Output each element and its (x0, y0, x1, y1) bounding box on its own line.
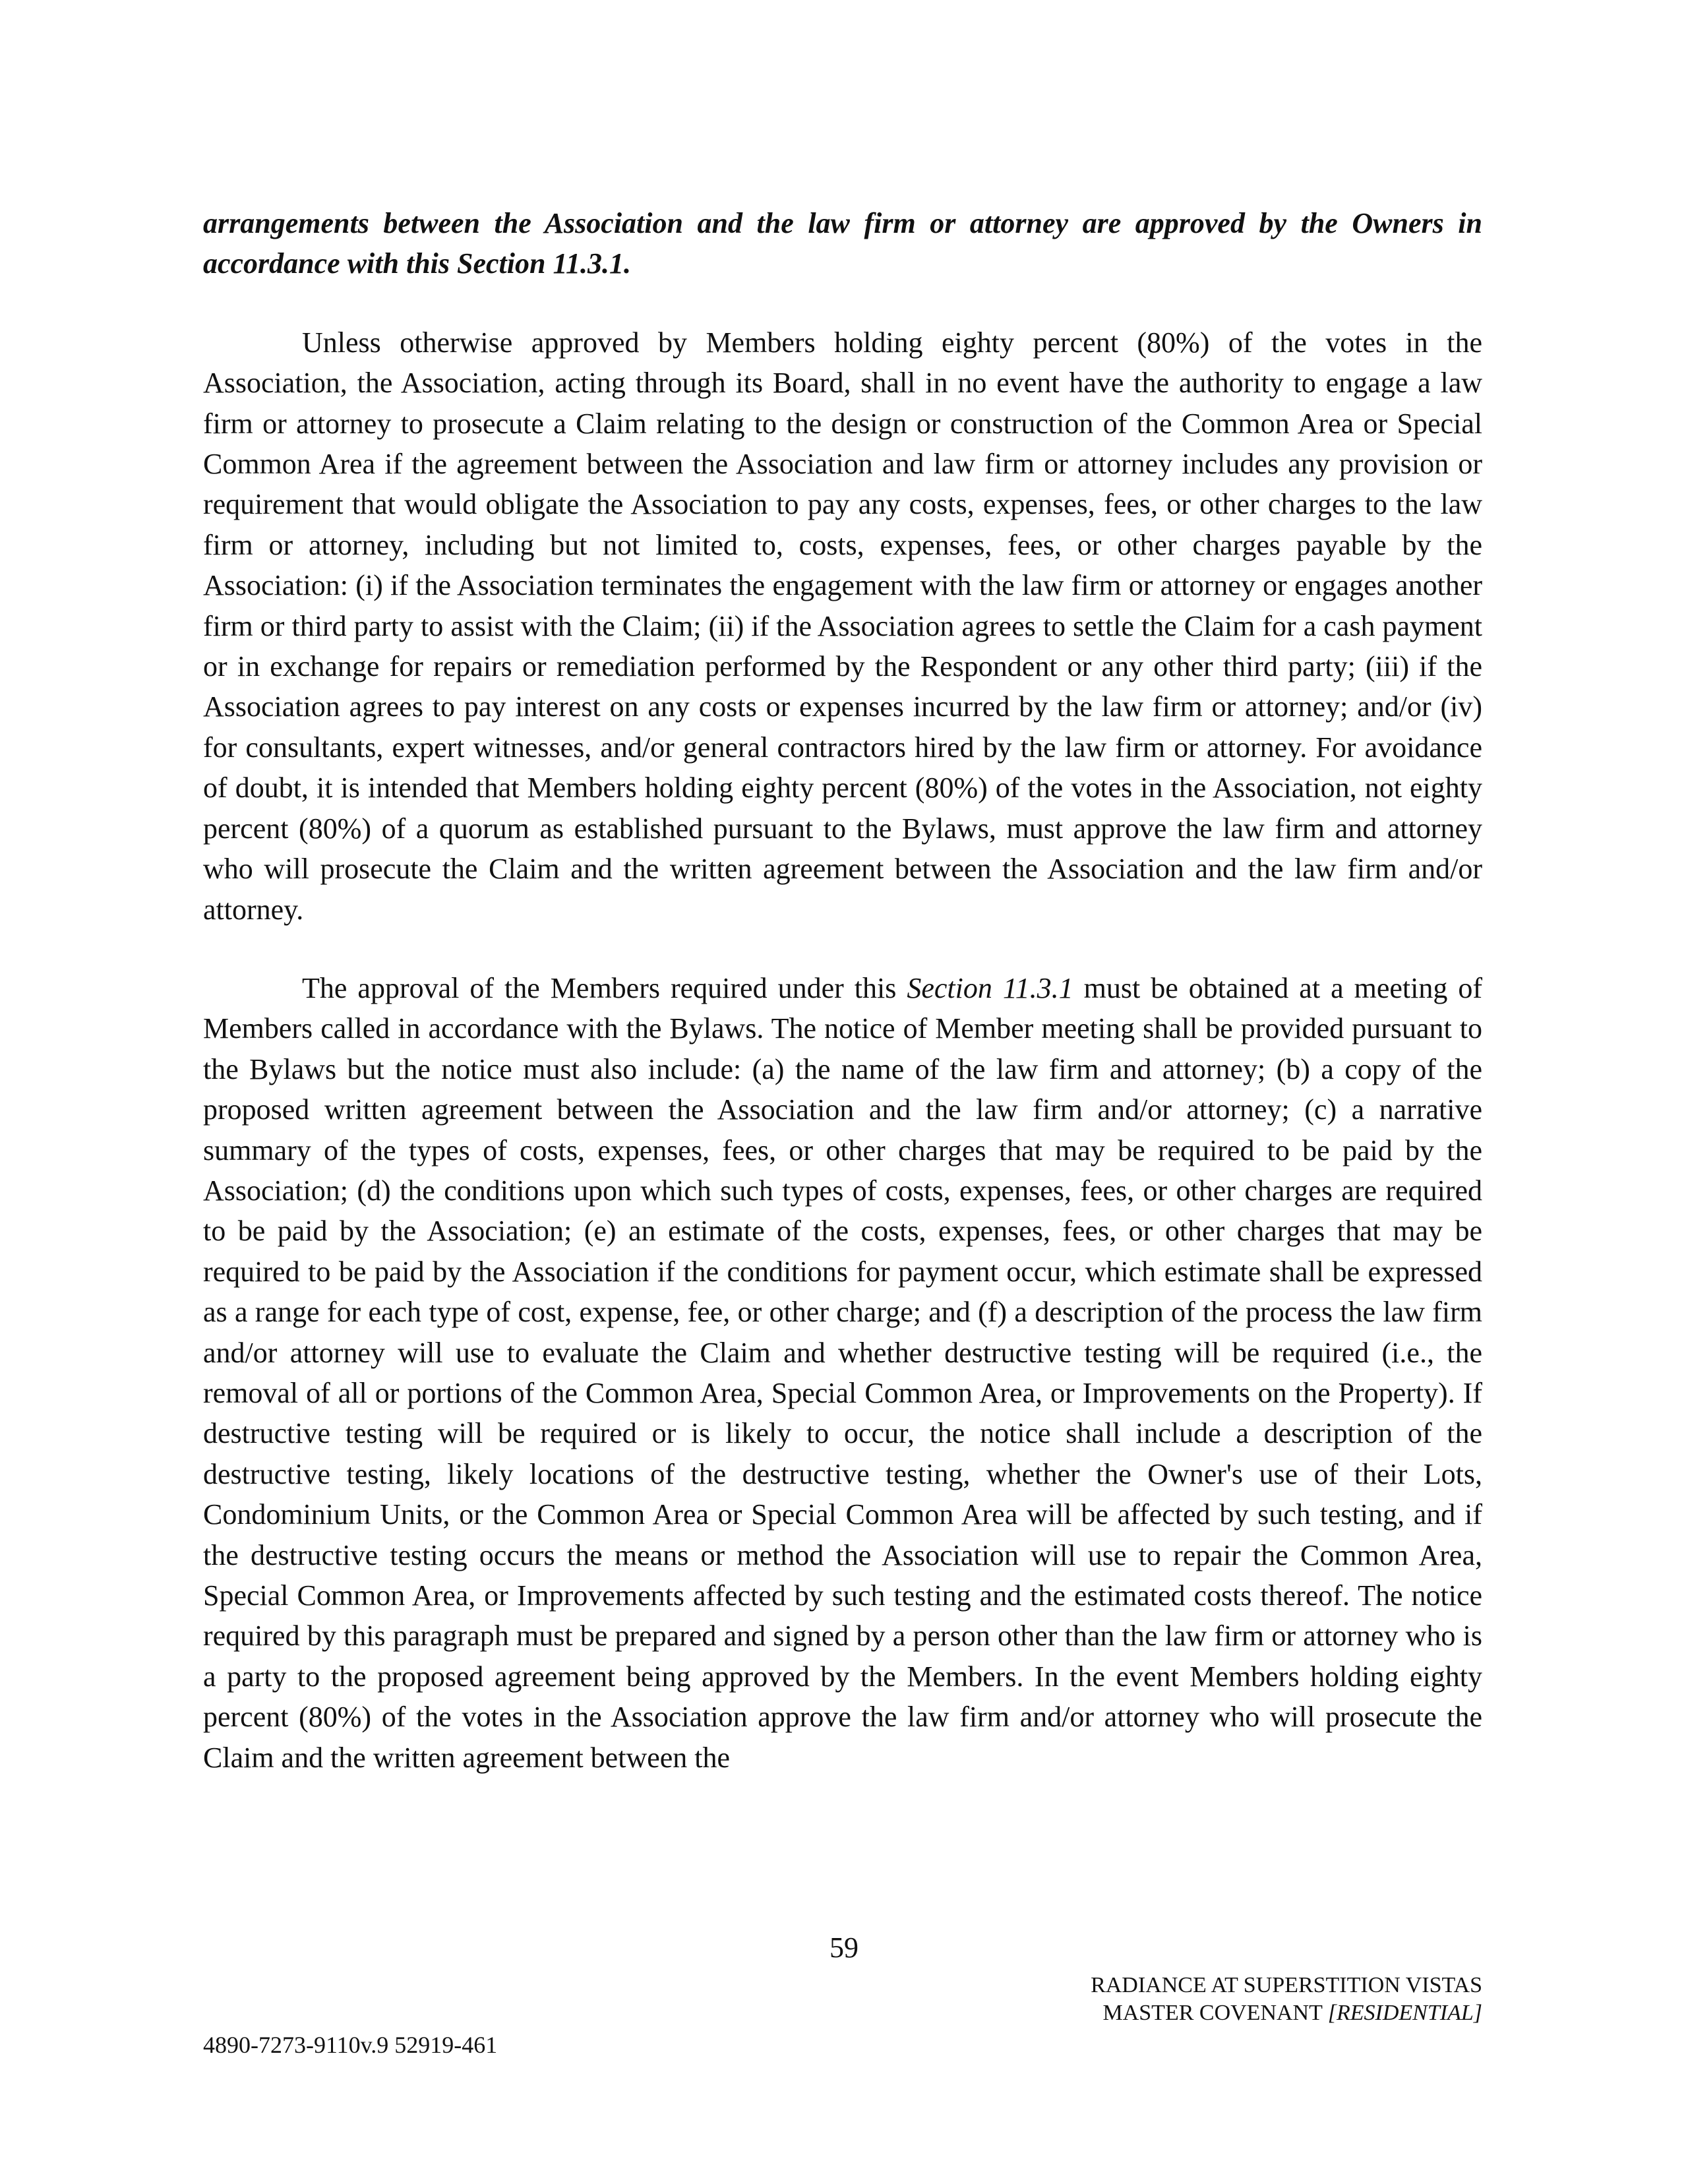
document-id: 4890-7273-9110v.9 52919-461 (203, 2032, 498, 2058)
page-number: 59 (829, 1931, 859, 1964)
document-body (203, 203, 1482, 1778)
document-title-type: [RESIDENTIAL] (1327, 2001, 1482, 2025)
document-title-footer (1091, 1972, 1482, 2027)
document-title-line1: RADIANCE AT SUPERSTITION VISTAS (1091, 1973, 1482, 1997)
paragraph-text: The approval of the Members required under this (302, 971, 907, 1004)
continued-paragraph: arrangements between the Association and the law firm or attorney are approved by the Owners in accordance with this Section 11.3.1. (203, 207, 1482, 280)
paragraph-text: must be obtained at a meeting of Members called in accordance with the Bylaws. The notice of Member meeting shall be provided pursuant to the Bylaws but the notice must also include: (a) the name of the law firm and attorney; (b) a copy of the proposed written agreement between the Association and the law firm and/or attorney; (c) a narrative summary of the types of costs, expenses, fees, or other charges that may be required to be paid by the Association; (d) the conditions upon which such types of costs, expenses, fees, or other charges are required to be paid by the Association; (e) an estimate of the costs, expenses, fees, or other charges that may be required to be paid by the Association if the conditions for payment occur, which estimate shall be expressed as a range for each type of cost, expense, fee, or other charge; and (f) a description of the process the law firm and/or attorney will use to evaluate the Claim and whether destructive testing will be required (i.e., the removal of all or portions of the Common Area, Special Common Area, or Improvements on the Property). If destructive testing will be required or is likely to occur, the notice shall include a description of the destructive testing, likely locations of the destructive testing, whether the Owner's use of their Lots, Condominium Units, or the Common Area or Special Common Area will be affected by such testing, and if the destructive testing occurs the means or method the Association will use to repair the Common Area, Special Common Area, or Improvements affected by such testing and the estimated costs thereof. The notice required by this paragraph must be prepared and signed by a person other than the law firm or attorney who is a party to the proposed agreement being approved by the Members. In the event Members holding eighty percent (80%) of the votes in the Association approve the law firm and/or attorney who will prosecute the Claim and the written agreement between the (203, 971, 1482, 1774)
paragraph-approval-requirement: Unless otherwise approved by Members holding eighty percent (80%) of the votes in the Association, the Association, acting through its Board, shall in no event have the authority to engage a law firm or attorney to prosecute a Claim relating to the design or construction of the Common Area or Special Common Area if the agreement between the Association and law firm or attorney includes any provision or requirement that would obligate the Association to pay any costs, expenses, fees, or other charges to the law firm or attorney, including but not limited to, costs, expenses, fees, or other charges payable by the Association: (i) if the Association terminates the engagement with the law firm or attorney or engages another firm or third party to assist with the Claim; (ii) if the Association agrees to settle the Claim for a cash payment or in exchange for repairs or remediation performed by the Respondent or any other third party; (iii) if the Association agrees to pay interest on any costs or expenses incurred by the law firm or attorney; and/or (iv) for consultants, expert witnesses, and/or general contractors hired by the law firm or attorney. For avoidance of doubt, it is intended that Members holding eighty percent (80%) of the votes in the Association, not eighty percent (80%) of a quorum as established pursuant to the Bylaws, must approve the law firm and attorney who will prosecute the Claim and the written agreement between the Association and the law firm and/or attorney. (203, 326, 1482, 926)
document-title-text: MASTER COVENANT (1102, 2001, 1328, 2025)
section-reference: Section 11.3.1 (907, 971, 1073, 1004)
paragraph-meeting-notice (203, 968, 1482, 1778)
document-title-line2 (1091, 1999, 1482, 2027)
